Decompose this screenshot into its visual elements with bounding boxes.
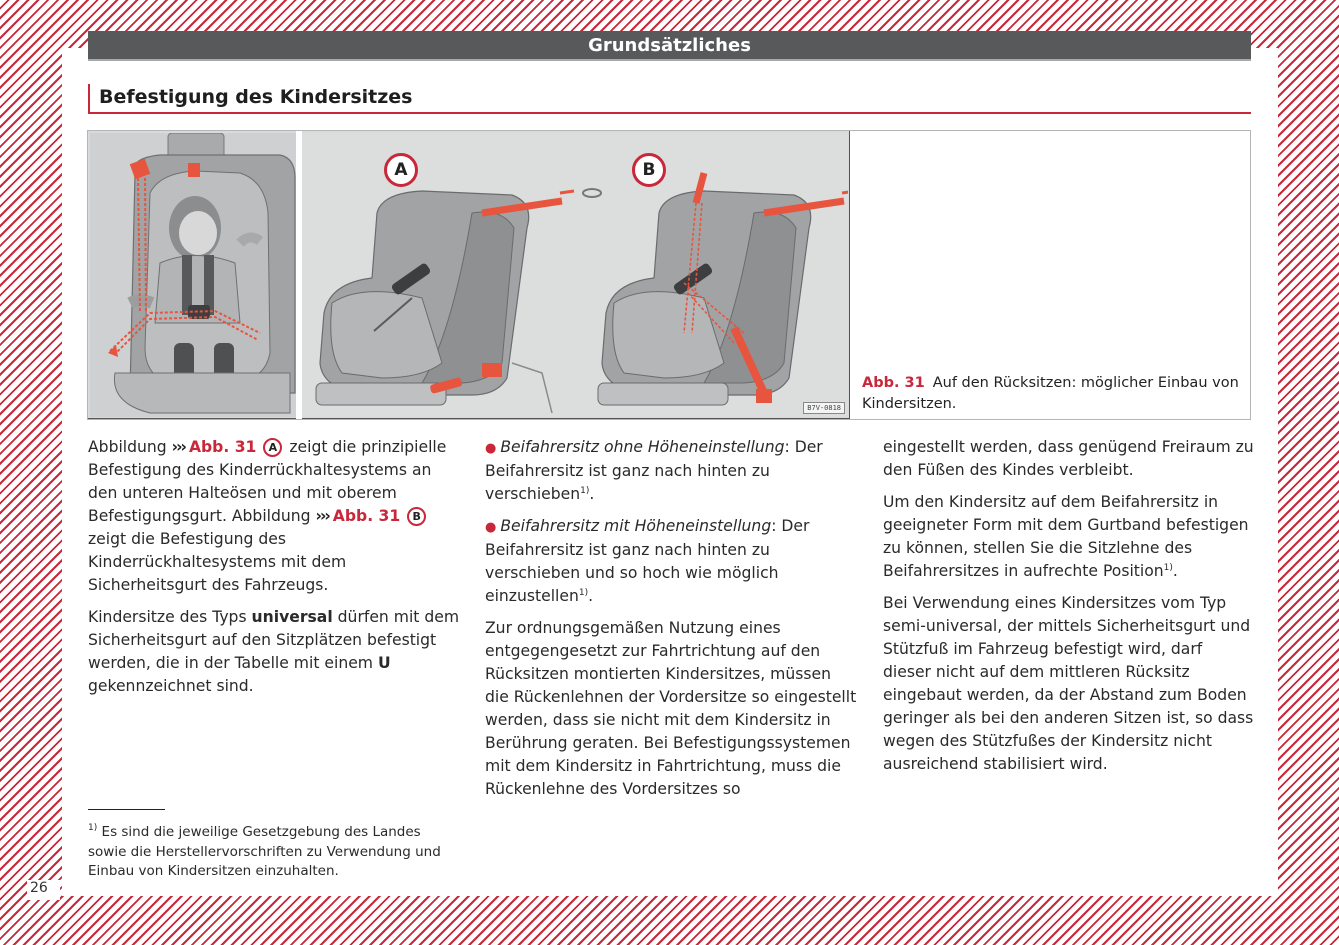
bullet-text: : Der Beifahrersitz ist ganz nach hinten zu verschieben und so hoch wie möglich einzustellen xyxy=(485,517,810,605)
paragraph-passenger-seat xyxy=(883,491,1255,583)
bullet-term: Beifahrersitz ohne Höheneinstellung xyxy=(500,438,785,456)
footnote-marker[interactable]: 1) xyxy=(1163,563,1173,573)
punctuation: . xyxy=(589,485,595,503)
page-number: 26 xyxy=(30,880,48,896)
text: dürfen mit dem Sicherheitsgurt auf den Sitzplätzen befestigt werden, die in der Tabelle mit einem xyxy=(88,608,460,672)
label-circle-b: B xyxy=(632,153,666,187)
caption-text: Auf den Rücksitzen: möglicher Einbau von Kindersitzen. xyxy=(862,375,1239,412)
paragraph-continuation: eingestellt werden, dass genügend Freiraum zu den Füßen des Kindes verbleibt. xyxy=(883,438,1254,479)
text: zeigt die prinzipielle Befestigung des Kinderrückhaltesystems an den unteren Halteösen und mit oberem Befestigungsgurt. Abbildung xyxy=(88,438,447,525)
figure-code: B7V-0818 xyxy=(803,402,845,414)
bullet-term: Beifahrersitz mit Höheneinstellung xyxy=(500,517,772,535)
chapter-header: Grundsätzliches xyxy=(88,31,1251,61)
bullet-item xyxy=(485,515,857,608)
illustration-child-seat xyxy=(90,133,296,417)
bold-term-u: U xyxy=(377,654,391,672)
text-column-1 xyxy=(88,436,460,707)
figure-31 xyxy=(87,130,1251,420)
punctuation: . xyxy=(1172,562,1178,580)
text-column-2 xyxy=(485,436,857,810)
bullet-dot-icon: ● xyxy=(485,441,497,456)
label-circle-a: A xyxy=(384,153,418,187)
circle-b-icon: B xyxy=(407,507,426,526)
footnote-number: 1) xyxy=(88,823,98,833)
section-title: Befestigung des Kindersitzes xyxy=(88,84,1251,114)
circle-a-icon: A xyxy=(263,438,282,457)
illustration-seats-a-b xyxy=(302,133,848,417)
paragraph-semi-universal: Bei Verwendung eines Kindersitzes vom Typ semi-universal, der mittels Sicherheitsgurt und Stützfuß im Fahrzeug befestigt wird, darf dieser nicht auf dem mittleren Rücksitz eingebaut werden, da der Abstand zum Boden geringer als bei den anderen Sitzen ist, so dass wegen des Stützfußes der Kindersitz nicht ausreichend stabilisiert wird. xyxy=(883,594,1254,773)
paragraph-figure-reference xyxy=(88,436,460,597)
text: Kindersitze des Typs xyxy=(88,608,247,626)
child-seat-drawing xyxy=(90,133,296,417)
paragraph-rear-facing: Zur ordnungsgemäßen Nutzung eines entgegengesetzt zur Fahrtrichtung auf den Rücksitzen montierten Kindersitzes, müssen die Rückenlehnen der Vordersitze so eingestellt werden, dass sie nicht mit dem Kindersitz in Berührung geraten. Bei Befestigungssystemen mit dem Kindersitz in Fahrtrichtung, muss die Rückenlehne des Vordersitzes so xyxy=(485,619,857,798)
footnote-text: Es sind die jeweilige Gesetzgebung des Landes sowie die Herstellervorschriften zu Verwendung und Einbau von Kindersitzen einzuhalten. xyxy=(88,824,441,879)
cross-reference-arrows-icon: ››› xyxy=(315,507,329,525)
footnote-divider xyxy=(88,809,165,810)
bold-term-universal: universal xyxy=(251,608,333,626)
bullet-dot-icon: ● xyxy=(485,520,497,535)
text: zeigt die Befestigung des Kinderrückhaltesystems mit dem Sicherheitsgurt des Fahrzeugs. xyxy=(88,530,347,594)
seat-ab-drawing xyxy=(302,133,848,417)
text-column-3 xyxy=(883,436,1255,785)
link-abb-31-b[interactable]: Abb. 31 xyxy=(332,507,401,525)
footnote xyxy=(88,823,458,882)
figure-caption xyxy=(862,373,1242,415)
cross-reference-arrows-icon: ››› xyxy=(171,438,185,456)
figure-illustration xyxy=(88,131,850,419)
caption-ref: Abb. 31 xyxy=(862,375,925,391)
bullet-item xyxy=(485,436,857,506)
paragraph-universal xyxy=(88,606,460,698)
footnote-marker[interactable]: 1) xyxy=(580,486,590,496)
text: gekennzeichnet sind. xyxy=(88,677,254,695)
text: Um den Kindersitz auf dem Beifahrersitz in geeigneter Form mit dem Gurtband befestigen zu können, stellen Sie die Sitzlehne des Beifahrersitzes in aufrechte Position xyxy=(883,493,1249,580)
punctuation: . xyxy=(588,587,594,605)
text: Abbildung xyxy=(88,438,167,456)
bullet-text: : Der Beifahrersitz ist ganz nach hinten zu verschieben xyxy=(485,438,823,503)
link-abb-31-a[interactable]: Abb. 31 xyxy=(188,438,257,456)
footnote-marker[interactable]: 1) xyxy=(578,588,589,598)
